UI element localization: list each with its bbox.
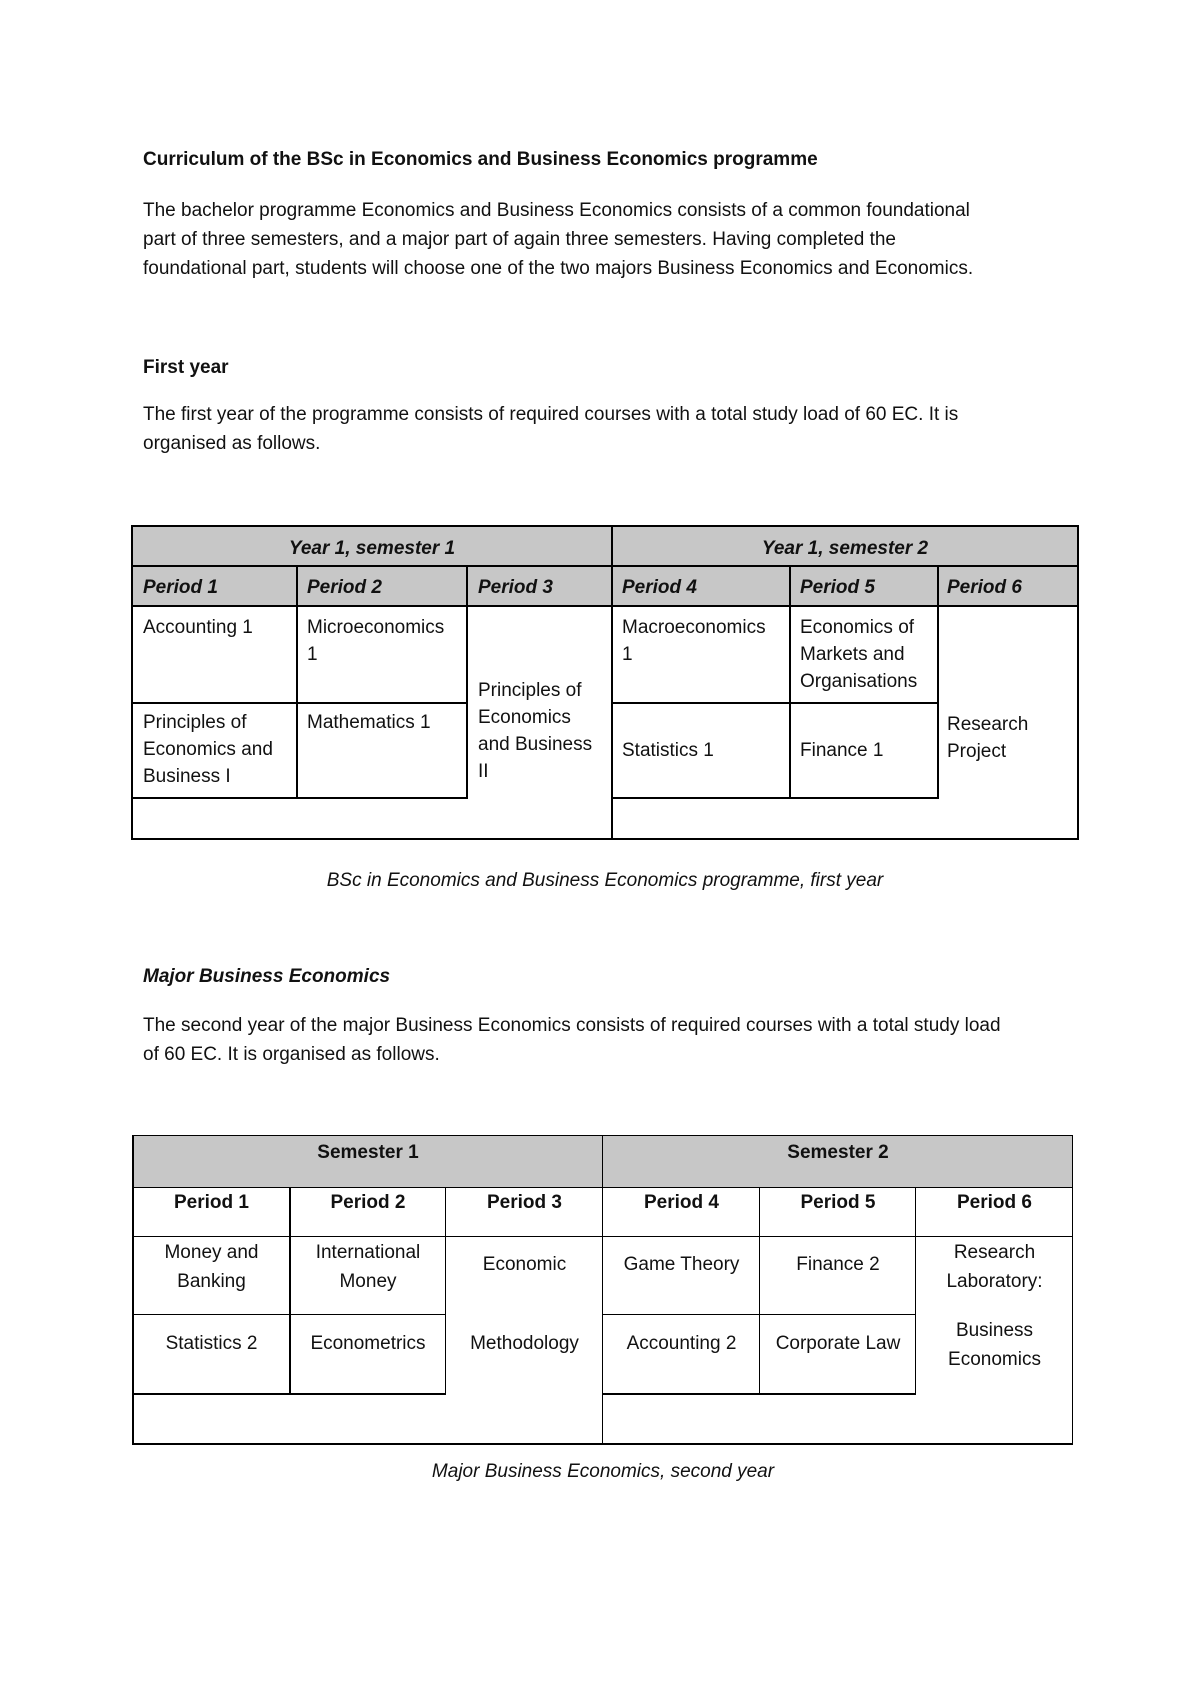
major-paragraph-line: of 60 EC. It is organised as follows. <box>143 1044 440 1065</box>
document-title: Curriculum of the BSc in Economics and Business Economics programme <box>143 149 818 170</box>
course-cell: Research Laboratory: <box>946 1242 1043 1292</box>
course-cell: Econometrics <box>310 1333 426 1354</box>
period-header: Period 2 <box>330 1192 406 1213</box>
course-cell: Finance 1 <box>800 740 884 761</box>
period-header: Period 6 <box>947 577 1022 598</box>
course-cell: Statistics 1 <box>622 740 714 761</box>
semester-header: Semester 1 <box>317 1142 419 1163</box>
semester-header: Year 1, semester 2 <box>761 538 929 559</box>
course-cell: International Money <box>315 1242 421 1292</box>
course-cell: Methodology <box>470 1333 579 1354</box>
course-cell: Corporate Law <box>775 1333 901 1354</box>
course-cell: Microeconomics 1 <box>307 617 445 665</box>
semester-header: Semester 2 <box>787 1142 889 1163</box>
major-paragraph-line: The second year of the major Business Economics consists of required courses with a total study load <box>143 1015 1001 1036</box>
period-header: Period 5 <box>800 1192 876 1213</box>
period-header: Period 3 <box>478 577 553 598</box>
major-heading: Major Business Economics <box>143 966 391 987</box>
table-caption: Major Business Economics, second year <box>431 1461 775 1482</box>
first-year-heading: First year <box>143 357 229 378</box>
period-header: Period 2 <box>307 577 382 598</box>
table-caption: BSc in Economics and Business Economics programme, first year <box>326 870 884 891</box>
course-cell: Accounting 2 <box>626 1333 737 1354</box>
course-cell: Research Project <box>947 714 1029 762</box>
period-header: Period 4 <box>622 577 697 598</box>
intro-line: The bachelor programme Economics and Business Economics consists of a common foundational <box>143 200 970 221</box>
course-cell: Principles of Economics and Business II <box>478 680 593 782</box>
intro-line: foundational part, students will choose one of the two majors Business Economics and Economics. <box>143 258 974 279</box>
period-header: Period 4 <box>644 1192 719 1213</box>
course-cell: Mathematics 1 <box>307 712 431 733</box>
period-header: Period 1 <box>174 1192 249 1213</box>
period-header: Period 3 <box>487 1192 562 1213</box>
intro-line: part of three semesters, and a major part of again three semesters. Having completed the <box>143 229 896 250</box>
course-cell: Business Economics <box>948 1320 1041 1370</box>
course-cell: Macroeconomics 1 <box>622 617 766 665</box>
course-cell: Game Theory <box>623 1254 740 1275</box>
semester-header: Year 1, semester 1 <box>288 538 456 559</box>
period-header: Period 5 <box>800 577 875 598</box>
course-cell: Money and Banking <box>164 1242 259 1292</box>
first-year-paragraph-line: organised as follows. <box>143 433 321 454</box>
course-cell: Principles of Economics and Business I <box>143 712 273 787</box>
course-cell: Accounting 1 <box>143 617 253 638</box>
first-year-paragraph-line: The first year of the programme consists of required courses with a total study load of 60 EC. It is <box>143 404 959 425</box>
course-cell: Economic <box>482 1254 567 1275</box>
course-cell: Statistics 2 <box>165 1333 258 1354</box>
course-cell: Economics of Markets and Organisations <box>800 617 918 692</box>
course-cell: Finance 2 <box>796 1254 880 1275</box>
period-header: Period 1 <box>143 577 218 598</box>
period-header: Period 6 <box>957 1192 1032 1213</box>
